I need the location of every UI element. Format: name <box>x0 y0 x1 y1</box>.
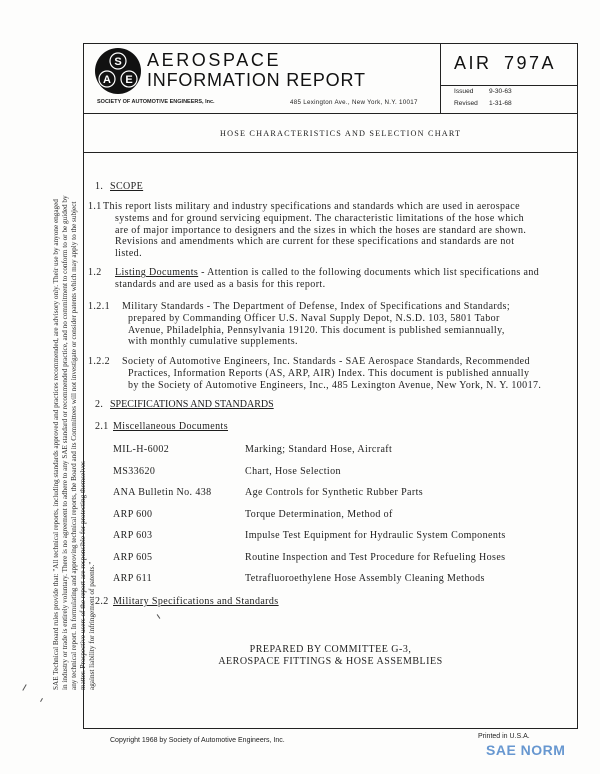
report-type-line2: INFORMATION REPORT <box>147 70 366 90</box>
paragraph-line: Practices, Information Reports (AS, ARP, AIR) Index. This document is published annually <box>128 367 530 379</box>
section-2-1-heading: Miscellaneous Documents <box>113 421 229 432</box>
paragraph-line: standards and are used as a basis for this report. <box>115 278 326 290</box>
paragraph-line: Avenue, Philadelphia, Pennsylvania 19120. This document is published semiannually, <box>128 324 505 336</box>
prepared-by-committee: PREPARED BY COMMITTEE G-3, <box>249 644 412 655</box>
document-id: MIL-H-6002 <box>113 444 170 455</box>
sae-norm-watermark: SAE NORM <box>486 742 566 758</box>
logo-letter-a: A <box>103 74 111 86</box>
section-2-2-number: 2.2 <box>95 596 109 607</box>
report-type-line1: AEROSPACE <box>147 50 282 70</box>
disclaimer-line: matter. Prospective users of the report are responsible for protecting themselves <box>79 461 87 690</box>
printed-in-notice: Printed in U.S.A. <box>478 733 530 740</box>
header-divider <box>440 43 441 113</box>
document-number: AIR 797A <box>454 53 557 73</box>
title-bottom-rule <box>83 152 578 153</box>
document-row <box>113 509 506 531</box>
document-row <box>113 466 506 488</box>
document-row <box>113 444 506 466</box>
document-name: Chart, Hose Selection <box>245 465 341 477</box>
section-1-number: 1. <box>95 181 104 192</box>
paragraph-line: This report lists military and industry specifications and standards which are used in aerospace <box>103 201 520 212</box>
revised-date: 1-31-68 <box>489 100 512 107</box>
society-name: SOCIETY OF AUTOMOTIVE ENGINEERS, Inc. <box>97 99 215 105</box>
paragraph-line-rest: - Attention is called to the following documents which list specifications and <box>198 267 540 278</box>
disclaimer-line: SAE Technical Board rules provide that: "All technical reports, including standards approved and practices recommended, are advisory only. Their use by anyone engaged <box>52 199 60 690</box>
document-name: Impulse Test Equipment for Hydraulic System Components <box>245 530 506 541</box>
document-title: HOSE CHARACTERISTICS AND SELECTION CHART <box>220 129 462 138</box>
paragraph-line: prepared by Commanding Officer U.S. Naval Supply Depot, N.S.D. 103, 5801 Tabor <box>128 312 500 324</box>
paragraph-line: Revisions and amendments which are current for these specifications and standards are not <box>115 236 515 248</box>
section-1-2-paragraph <box>115 267 539 291</box>
section-2-2-heading: Military Specifications and Standards <box>113 596 279 607</box>
document-name: Torque Determination, Method of <box>245 508 393 520</box>
disclaimer-line: against liability for infringement of patents." <box>88 561 96 690</box>
logo-letter-s: S <box>114 56 122 68</box>
section-2-1-number: 2.1 <box>95 421 109 432</box>
document-row <box>113 552 506 574</box>
revised-label: Revised <box>454 100 478 107</box>
document-name: Routine Inspection and Test Procedure for Refueling Hoses <box>245 551 506 563</box>
documents-list <box>113 444 506 595</box>
document-name: Marking; Standard Hose, Aircraft <box>245 444 393 455</box>
copyright-notice: Copyright 1968 by Society of Automotive Engineers, Inc. <box>110 737 285 744</box>
disclaimer-line: in industry or trade is entirely voluntary. There is no agreement to adhere to any SAE standard or recommended practice, and no commitment to conform to or be guided by <box>61 195 69 690</box>
document-row <box>113 530 506 552</box>
technical-board-disclaimer <box>52 150 97 690</box>
scan-speck <box>40 698 43 702</box>
society-address: 485 Lexington Ave., New York, N.Y. 10017 <box>290 99 418 106</box>
section-1-2-number: 1.2 <box>88 267 102 278</box>
section-1-2-2-paragraph <box>122 356 541 391</box>
document-id: ARP 603 <box>113 530 153 541</box>
paragraph-line: Society of Automotive Engineers, Inc. Standards - SAE Aerospace Standards, Recommended <box>122 356 530 367</box>
section-1-1-number: 1.1 <box>88 201 102 212</box>
prepared-by-committee-name: AEROSPACE FITTINGS & HOSE ASSEMBLIES <box>218 656 443 667</box>
paragraph-line: are of major importance to designers and the sizes in which the hoses are standard are shown. <box>115 224 527 236</box>
disclaimer-line: any technical report. In formulating and approving technical reports, the Board and its Committees will not investigate or consider patents which may apply to the subject <box>70 201 78 690</box>
paragraph-line: Military Standards - The Department of Defense, Index of Specifications and Standards; <box>122 301 511 312</box>
scan-speck <box>22 684 26 691</box>
issued-date: 9-30-63 <box>489 88 512 95</box>
section-1-2-2-number: 1.2.2 <box>88 356 110 367</box>
document-name: Tetrafluoroethylene Hose Assembly Cleaning Methods <box>245 573 485 584</box>
paragraph-line: with monthly cumulative supplements. <box>128 336 298 348</box>
doc-number-rule <box>440 85 578 86</box>
section-1-2-1-paragraph <box>122 301 510 348</box>
section-2-number: 2. <box>95 399 104 410</box>
logo-letter-e: E <box>125 74 133 86</box>
section-2-heading: SPECIFICATIONS AND STANDARDS <box>110 399 274 410</box>
section-1-2-1-number: 1.2.1 <box>88 301 110 312</box>
document-id: ANA Bulletin No. 438 <box>113 487 212 498</box>
section-1-1-paragraph <box>103 201 526 260</box>
paragraph-line: by the Society of Automotive Engineers, Inc., 485 Lexington Avenue, New York, N. Y. 10017. <box>128 379 542 391</box>
sae-logo <box>94 47 142 95</box>
section-1-heading: SCOPE <box>110 181 144 192</box>
prepared-by-block <box>83 644 578 668</box>
issued-label: Issued <box>454 88 474 95</box>
document-row <box>113 487 506 509</box>
paragraph-line <box>115 267 539 279</box>
document-id: ARP 600 <box>113 508 153 520</box>
document-row <box>113 573 506 595</box>
paragraph-line: listed. <box>115 248 142 260</box>
document-id: ARP 611 <box>113 573 153 584</box>
document-id: MS33620 <box>113 465 156 477</box>
document-name: Age Controls for Synthetic Rubber Parts <box>245 487 424 498</box>
section-1-2-heading: Listing Documents <box>115 267 199 278</box>
paragraph-line: systems and for ground servicing equipment. The characteristic limitations of the hose which <box>115 212 525 224</box>
document-id: ARP 605 <box>113 551 153 563</box>
header-bottom-rule <box>83 113 578 114</box>
